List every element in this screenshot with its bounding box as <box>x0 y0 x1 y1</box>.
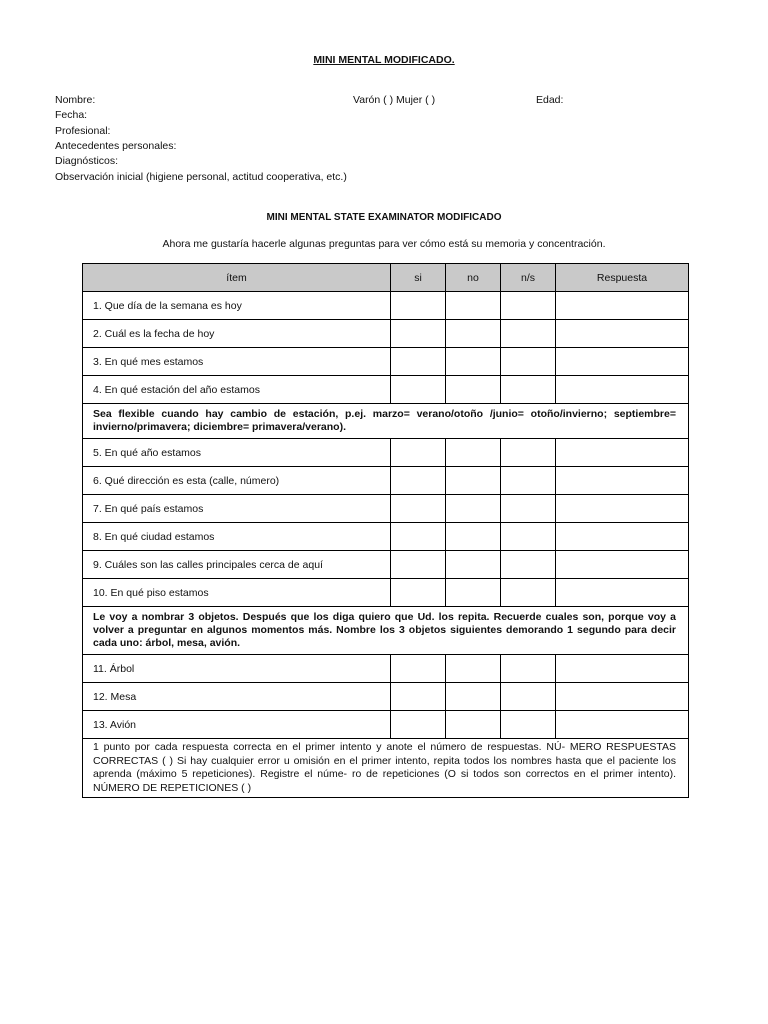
table-row <box>83 579 689 607</box>
observacion-field: Observación inicial (higiene personal, actitud cooperativa, etc.) <box>55 171 347 183</box>
item-question: 8. En qué ciudad estamos <box>83 523 391 551</box>
answer-ns-cell[interactable] <box>501 683 556 711</box>
header-no: no <box>446 264 501 292</box>
answer-si-cell[interactable] <box>391 579 446 607</box>
answer-ns-cell[interactable] <box>501 523 556 551</box>
header-respuesta: Respuesta <box>556 264 689 292</box>
answer-ns-cell[interactable] <box>501 292 556 320</box>
item-question: 1. Que día de la semana es hoy <box>83 292 391 320</box>
section-subtitle: MINI MENTAL STATE EXAMINATOR MODIFICADO <box>266 212 502 223</box>
table-row <box>83 292 689 320</box>
header-si: si <box>391 264 446 292</box>
answer-ns-cell[interactable] <box>501 376 556 404</box>
item-question: 3. En qué mes estamos <box>83 348 391 376</box>
instruction-text: 1 punto por cada respuesta correcta en el primer intento y anote el número de respuestas. NÚ- MERO RESPUESTAS CORRECTAS ( ) Si hay cualquier error u omisión en el primer intento, repita todos los nombres hasta que el paciente los aprenda (máximo 5 repeticiones). Registre el núme- ro de repeticiones (O si todos son correctos en el primer intento). NÚMERO DE REPETICIONES ( ) <box>83 739 689 798</box>
answer-ns-cell[interactable] <box>501 711 556 739</box>
item-question: 4. En qué estación del año estamos <box>83 376 391 404</box>
answer-si-cell[interactable] <box>391 495 446 523</box>
answer-respuesta-cell[interactable] <box>556 348 689 376</box>
answer-ns-cell[interactable] <box>501 348 556 376</box>
antecedentes-field: Antecedentes personales: <box>55 140 177 152</box>
answer-no-cell[interactable] <box>446 348 501 376</box>
answer-respuesta-cell[interactable] <box>556 523 689 551</box>
answer-ns-cell[interactable] <box>501 655 556 683</box>
answer-respuesta-cell[interactable] <box>556 376 689 404</box>
answer-no-cell[interactable] <box>446 523 501 551</box>
answer-ns-cell[interactable] <box>501 467 556 495</box>
answer-si-cell[interactable] <box>391 439 446 467</box>
answer-no-cell[interactable] <box>446 655 501 683</box>
table-row <box>83 376 689 404</box>
answer-respuesta-cell[interactable] <box>556 320 689 348</box>
answer-respuesta-cell[interactable] <box>556 551 689 579</box>
answer-si-cell[interactable] <box>391 467 446 495</box>
header-item: ítem <box>83 264 391 292</box>
instruction-text: Sea flexible cuando hay cambio de estación, p.ej. marzo= verano/otoño /junio= otoño/invierno; septiembre= invierno/primavera; diciembre= primavera/verano). <box>83 404 689 439</box>
answer-no-cell[interactable] <box>446 711 501 739</box>
answer-ns-cell[interactable] <box>501 495 556 523</box>
answer-no-cell[interactable] <box>446 683 501 711</box>
answer-respuesta-cell[interactable] <box>556 683 689 711</box>
answer-respuesta-cell[interactable] <box>556 292 689 320</box>
item-question: 7. En qué país estamos <box>83 495 391 523</box>
answer-no-cell[interactable] <box>446 439 501 467</box>
answer-si-cell[interactable] <box>391 348 446 376</box>
answer-si-cell[interactable] <box>391 655 446 683</box>
answer-si-cell[interactable] <box>391 683 446 711</box>
table-row <box>83 348 689 376</box>
answer-no-cell[interactable] <box>446 495 501 523</box>
item-question: 13. Avión <box>83 711 391 739</box>
instruction-row <box>83 607 689 655</box>
table-row <box>83 495 689 523</box>
answer-respuesta-cell[interactable] <box>556 439 689 467</box>
table-row <box>83 551 689 579</box>
answer-no-cell[interactable] <box>446 320 501 348</box>
answer-no-cell[interactable] <box>446 292 501 320</box>
item-question: 12. Mesa <box>83 683 391 711</box>
answer-si-cell[interactable] <box>391 551 446 579</box>
answer-si-cell[interactable] <box>391 376 446 404</box>
header-ns: n/s <box>501 264 556 292</box>
intro-text: Ahora me gustaría hacerle algunas preguntas para ver cómo está su memoria y concentración. <box>162 238 606 250</box>
table-row <box>83 711 689 739</box>
instruction-row <box>83 404 689 439</box>
answer-si-cell[interactable] <box>391 292 446 320</box>
table-row <box>83 320 689 348</box>
item-question: 11. Árbol <box>83 655 391 683</box>
exam-table-body <box>83 292 689 798</box>
table-header-row <box>83 264 689 292</box>
answer-si-cell[interactable] <box>391 523 446 551</box>
answer-si-cell[interactable] <box>391 711 446 739</box>
answer-ns-cell[interactable] <box>501 551 556 579</box>
item-question: 9. Cuáles son las calles principales cerca de aquí <box>83 551 391 579</box>
exam-table <box>82 263 689 798</box>
answer-ns-cell[interactable] <box>501 320 556 348</box>
table-row <box>83 467 689 495</box>
answer-no-cell[interactable] <box>446 551 501 579</box>
answer-respuesta-cell[interactable] <box>556 655 689 683</box>
answer-no-cell[interactable] <box>446 376 501 404</box>
item-question: 5. En qué año estamos <box>83 439 391 467</box>
profesional-field: Profesional: <box>55 125 111 137</box>
instruction-row <box>83 739 689 798</box>
answer-no-cell[interactable] <box>446 579 501 607</box>
table-row <box>83 523 689 551</box>
answer-respuesta-cell[interactable] <box>556 579 689 607</box>
instruction-text: Le voy a nombrar 3 objetos. Después que los diga quiero que Ud. los repita. Recuerde cuales son, porque voy a volver a preguntar en algunos momentos más. Nombre los 3 objetos siguientes demorando 1 segundo para decir cada uno: árbol, mesa, avión. <box>83 607 689 655</box>
item-question: 2. Cuál es la fecha de hoy <box>83 320 391 348</box>
answer-respuesta-cell[interactable] <box>556 495 689 523</box>
answer-ns-cell[interactable] <box>501 579 556 607</box>
answer-respuesta-cell[interactable] <box>556 467 689 495</box>
nombre-field: Nombre: <box>55 94 96 106</box>
table-row <box>83 439 689 467</box>
answer-ns-cell[interactable] <box>501 439 556 467</box>
answer-no-cell[interactable] <box>446 467 501 495</box>
table-row <box>83 655 689 683</box>
item-question: 10. En qué piso estamos <box>83 579 391 607</box>
edad-field: Edad: <box>536 94 564 106</box>
diagnosticos-field: Diagnósticos: <box>55 155 119 167</box>
item-question: 6. Qué dirección es esta (calle, número) <box>83 467 391 495</box>
answer-si-cell[interactable] <box>391 320 446 348</box>
fecha-field: Fecha: <box>55 109 88 121</box>
sexo-field: Varón ( ) Mujer ( ) <box>353 94 436 106</box>
answer-respuesta-cell[interactable] <box>556 711 689 739</box>
table-row <box>83 683 689 711</box>
document-title: MINI MENTAL MODIFICADO. <box>313 54 455 66</box>
